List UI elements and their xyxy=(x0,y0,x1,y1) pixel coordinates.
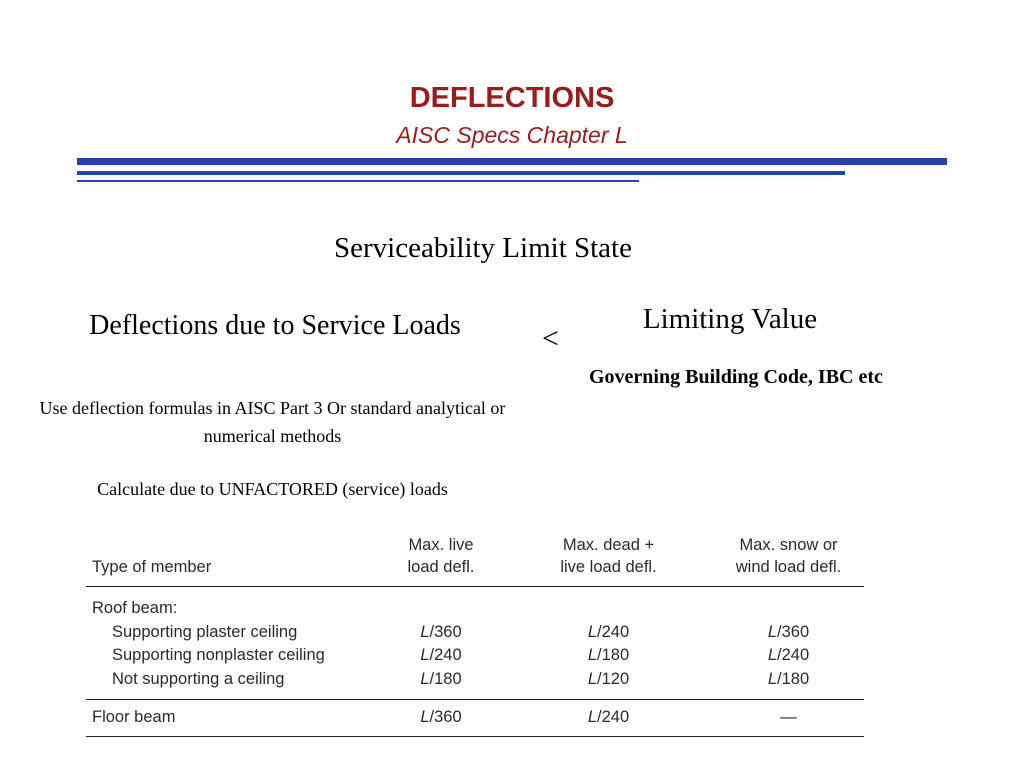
header-snow-line1: Max. snow or xyxy=(739,536,838,554)
row-label: Supporting nonplaster ceiling xyxy=(112,646,325,664)
unfactored-text: Calculate due to UNFACTORED (service) loads xyxy=(97,479,448,499)
page-title: DEFLECTIONS xyxy=(409,82,615,114)
serviceability-heading: Serviceability Limit State xyxy=(334,232,632,264)
cell-snow: L/240 xyxy=(767,646,810,664)
header-dead xyxy=(536,534,681,578)
header-dead-line2: live load defl. xyxy=(560,558,657,576)
formulas-text: Use deflection formulas in AISC Part 3 Or standard analytical or numerical methods xyxy=(39,398,506,446)
header-rule-thin xyxy=(77,180,639,182)
table-row xyxy=(86,706,864,730)
header-snow xyxy=(716,534,861,578)
cell-snow: — xyxy=(780,708,797,726)
limiting-value-heading: Limiting Value xyxy=(642,303,818,335)
header-live-line1: Max. live xyxy=(408,536,474,554)
header-type: Type of member xyxy=(92,558,212,576)
row-label: Supporting plaster ceiling xyxy=(112,622,298,641)
header-rule-thick xyxy=(77,158,947,165)
header-rule-medium xyxy=(77,171,845,175)
table-row xyxy=(86,597,864,621)
cell-snow: L/360 xyxy=(767,622,810,641)
header-live-line2: load defl. xyxy=(407,558,475,576)
deflections-heading: Deflections due to Service Loads xyxy=(89,310,461,341)
table-row xyxy=(86,621,864,645)
cell-dead: L/180 xyxy=(587,646,630,664)
header-snow-line2: wind load defl. xyxy=(735,558,842,576)
governing-code-text: Governing Building Code, IBC etc xyxy=(589,366,883,388)
cell-dead: L/120 xyxy=(587,669,630,688)
table-rule-bottom xyxy=(86,736,864,737)
row-label: Not supporting a ceiling xyxy=(112,669,285,688)
table-header xyxy=(86,530,864,586)
deflection-limits-table xyxy=(86,530,864,737)
cell-snow: L/180 xyxy=(767,669,810,688)
page-subtitle: AISC Specs Chapter L xyxy=(396,122,628,148)
header-dead-line1: Max. dead + xyxy=(562,536,655,554)
table-row xyxy=(86,644,864,668)
floor-beam-label: Floor beam xyxy=(92,708,176,726)
cell-dead: L/240 xyxy=(587,622,630,641)
roof-beam-label: Roof beam: xyxy=(92,599,178,617)
less-than-symbol: < xyxy=(542,322,559,355)
cell-live: L/360 xyxy=(420,622,462,641)
cell-live: L/360 xyxy=(420,708,462,726)
cell-dead: L/240 xyxy=(587,708,630,726)
cell-live: L/240 xyxy=(420,646,462,664)
cell-live: L/180 xyxy=(420,669,462,688)
header-live xyxy=(376,534,506,578)
table-row xyxy=(86,668,864,692)
